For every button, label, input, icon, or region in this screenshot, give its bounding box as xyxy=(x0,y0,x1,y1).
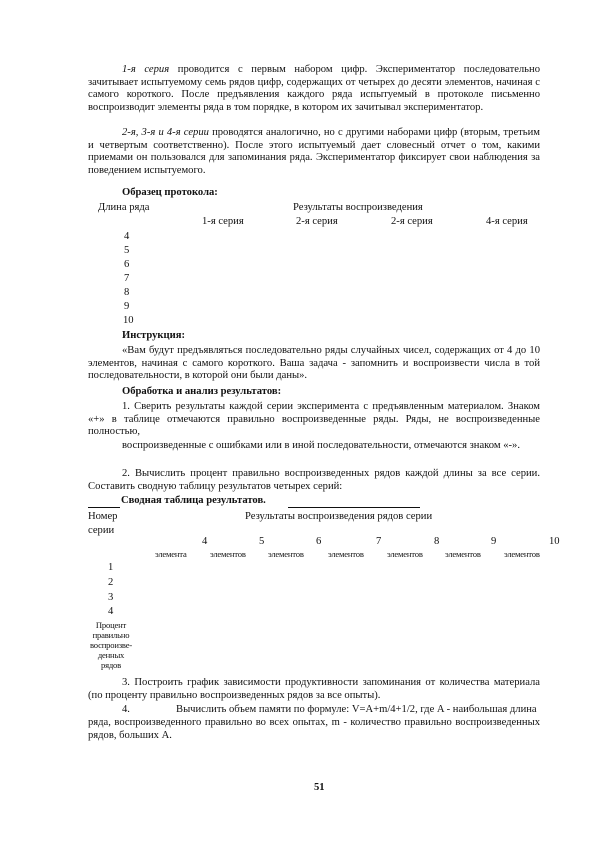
summary-heading-rule-right xyxy=(288,507,420,508)
summary-unit-10: элементов xyxy=(504,549,540,559)
series-2-4-label: 2-я, 3-я и 4-я серии xyxy=(122,127,209,138)
summary-heading: Сводная таблица результатов. xyxy=(121,495,266,506)
summary-unit-8: элементов xyxy=(387,549,423,559)
analysis-heading: Обработка и анализ результатов: xyxy=(122,386,282,397)
analysis-item-2: 2. Вычислить процент правильно воспроизведенных рядов каждой длины за все серии. Составить сводную таблицу результатов четырех серий: xyxy=(88,468,540,492)
summary-row-3: 3 xyxy=(108,592,114,603)
summary-row-2: 2 xyxy=(108,577,114,588)
instruction-heading: Инструкция: xyxy=(122,330,185,341)
summary-length-7: 7 xyxy=(376,536,382,547)
protocol-length-5: 5 xyxy=(124,245,130,256)
step-4-rest: ряда, воспроизведенного правильно во всех опытах, m - количество правильно воспроизведенных рядов, больших A. xyxy=(88,717,540,741)
step-3: 3. Построить график зависимости продуктивности запоминания от количества материала (по проценту правильно воспроизведенных рядов за все опыты). xyxy=(88,677,540,701)
percent-label-line-3: воспроизве- xyxy=(90,640,132,650)
protocol-series-3: 2-я серия xyxy=(391,216,433,227)
percent-label-line-1: Процент xyxy=(95,620,127,630)
summary-col-number: Номер xyxy=(88,511,118,522)
protocol-length-10: 10 xyxy=(123,315,134,326)
summary-unit-6: элементов xyxy=(268,549,304,559)
summary-unit-9: элементов xyxy=(445,549,481,559)
summary-percent-label xyxy=(90,620,132,670)
percent-label-line-4: денных xyxy=(97,650,125,660)
summary-col-number-2: серии xyxy=(88,525,115,536)
protocol-length-7: 7 xyxy=(124,273,130,284)
protocol-length-6: 6 xyxy=(124,259,130,270)
step-4-first-line: Вычислить объем памяти по формуле: V=A+m/4+1/2, где A - наибольшая длина xyxy=(176,704,537,715)
protocol-series-2: 2-я серия xyxy=(296,216,338,227)
protocol-series-1: 1-я серия xyxy=(202,216,244,227)
series-1-text: проводится с первым набором цифр. Экспериментатор последовательно зачитывает испытуемому семь рядов цифр, содержащих от четырех до десяти элементов, начиная с самого короткого. После предъявления каждого ряда испытуемый в протоколе письменно воспроизводит элементы ряда в том порядке, в котором их зачитывал экспериментатор. xyxy=(88,64,540,113)
summary-length-5: 5 xyxy=(259,536,265,547)
percent-label-line-5: рядов xyxy=(101,660,121,670)
paragraph-series-1 xyxy=(88,64,540,114)
protocol-heading: Образец протокола: xyxy=(122,187,218,198)
summary-unit-5: элементов xyxy=(210,549,246,559)
page-number: 51 xyxy=(314,782,325,793)
protocol-col-length: Длина ряда xyxy=(98,202,150,213)
summary-unit-4: элемента xyxy=(155,549,187,559)
summary-length-8: 8 xyxy=(434,536,440,547)
percent-label-line-2: правильно xyxy=(92,630,130,640)
analysis-item-1a: 1. Сверить результаты каждой серии эксперимента с предъявленным материалом. Знаком «+» в таблице отмечаются правильно воспроизведенные ряды. Ряды, не воспроизведенные полностью, xyxy=(88,401,540,438)
summary-length-10: 10 xyxy=(549,536,560,547)
summary-row-4: 4 xyxy=(108,606,114,617)
summary-heading-rule-left xyxy=(88,507,120,508)
protocol-length-9: 9 xyxy=(124,301,130,312)
summary-col-results: Результаты воспроизведения рядов серии xyxy=(245,511,433,522)
analysis-item-1b: воспроизведенные с ошибками или в иной последовательности, отмечаются знаком «-». xyxy=(122,440,520,451)
protocol-col-results: Результаты воспроизведения xyxy=(293,202,423,213)
protocol-series-4: 4-я серия xyxy=(486,216,528,227)
protocol-length-8: 8 xyxy=(124,287,130,298)
series-2-4-text: проводятся аналогично, но с другими наборами цифр (вторым, третьим и четвертым соответственно). После этого испытуемый дает словесный отчет о том, какими приемами он пользовался для запоминания ряда. Экспериментатор фиксирует свои наблюдения за поведением испытуемого. xyxy=(88,127,540,176)
summary-unit-7: элементов xyxy=(328,549,364,559)
protocol-length-4: 4 xyxy=(124,231,130,242)
summary-length-9: 9 xyxy=(491,536,497,547)
summary-length-4: 4 xyxy=(202,536,208,547)
series-1-label: 1-я серия xyxy=(122,64,170,75)
instruction-text: «Вам будут предъявляться последовательно ряды случайных чисел, содержащих от 4 до 10 элементов, начиная с самого короткого. Ваша задача - запомнить и воспроизвести числа в той последовательности, в которой они были даны». xyxy=(88,345,540,382)
summary-row-1: 1 xyxy=(108,562,114,573)
paragraph-series-2-4 xyxy=(88,127,540,177)
step-4-number: 4. xyxy=(122,704,130,715)
summary-length-6: 6 xyxy=(316,536,322,547)
